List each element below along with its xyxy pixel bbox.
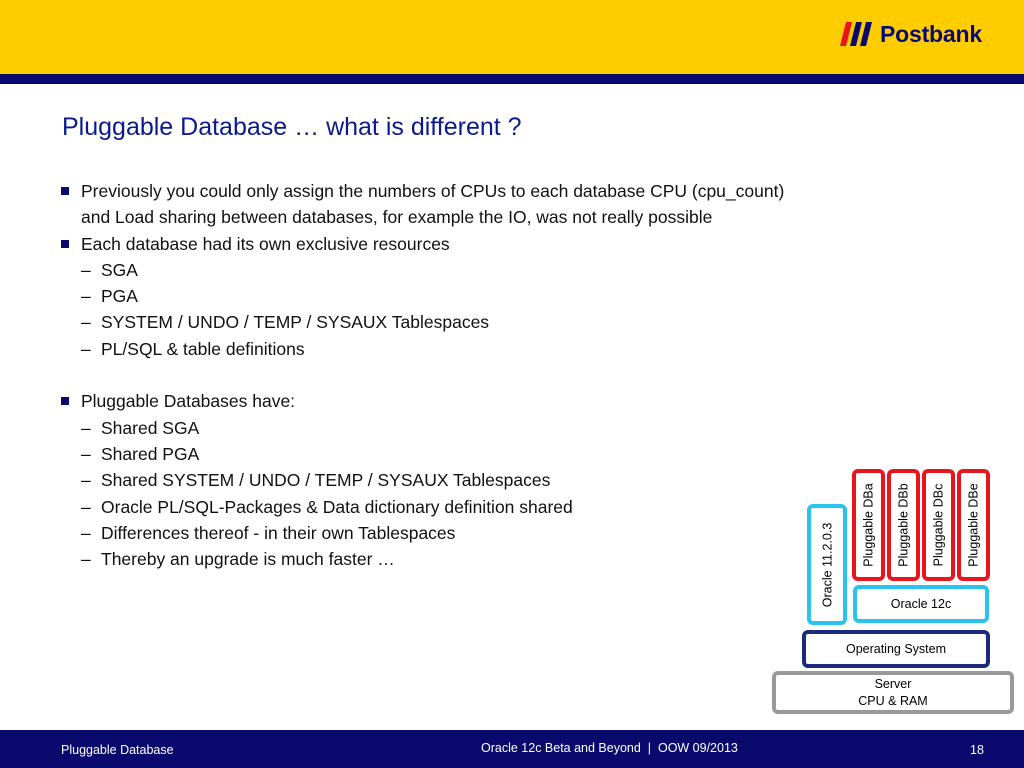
sub-bullet-text: Differences thereof - in their own Tablespaces: [101, 522, 456, 543]
dash-marker: –: [81, 417, 91, 438]
footer-center-text: Oracle 12c Beta and Beyond | OOW 09/2013: [481, 741, 738, 755]
dash-marker: –: [81, 338, 91, 359]
oracle-12c-box: [853, 585, 989, 623]
operating-system-label: Operating System: [845, 642, 947, 656]
bullet-list: [60, 178, 900, 572]
sub-bullet-item: [60, 441, 900, 467]
sub-bullet-text: PL/SQL & table definitions: [101, 338, 305, 359]
server-label: Server: [874, 676, 912, 691]
spacer: [60, 362, 900, 388]
bullet-continuation: [60, 204, 900, 230]
pluggable-dbc-label: Pluggable DBc: [931, 483, 946, 567]
dash-marker: –: [81, 522, 91, 543]
bullet-square-icon: [61, 240, 69, 248]
postbank-logo-icon: [834, 20, 880, 48]
dash-marker: –: [81, 312, 91, 333]
sub-bullet-item: [60, 309, 900, 335]
sub-bullet-item: [60, 283, 900, 309]
oracle-12c-label: Oracle 12c: [890, 597, 952, 611]
pluggable-dbc-box: [922, 469, 955, 581]
sub-bullet-item: [60, 520, 900, 546]
footer-band: [0, 730, 1024, 768]
pluggable-dba-label: Pluggable DBa: [861, 483, 876, 567]
sub-bullet-item: [60, 415, 900, 441]
slide-title: Pluggable Database … what is different ?: [62, 113, 522, 141]
pluggable-dbe-box: [957, 469, 990, 581]
bullet-item: [60, 388, 900, 414]
pluggable-dbb-box: [887, 469, 920, 581]
sub-bullet-text: Shared PGA: [101, 443, 200, 464]
bullet-text: Previously you could only assign the numbers of CPUs to each database CPU (cpu_count): [81, 181, 785, 201]
bullet-text: Pluggable Databases have:: [81, 391, 296, 412]
bullet-text: and Load sharing between databases, for example the IO, was not really possible: [81, 207, 713, 228]
sub-bullet-text: Shared SGA: [101, 417, 200, 438]
sub-bullet-text: Thereby an upgrade is much faster …: [101, 549, 395, 570]
bullet-square-icon: [61, 187, 69, 195]
oracle-11-label: Oracle 11.2.0.3: [820, 522, 835, 607]
sub-bullet-item: [60, 336, 900, 362]
dash-marker: –: [81, 259, 91, 280]
dash-marker: –: [81, 286, 91, 307]
pluggable-dbe-label: Pluggable DBe: [966, 483, 981, 567]
header-rule: [0, 74, 1024, 84]
sub-bullet-text: Shared SYSTEM / UNDO / TEMP / SYSAUX Tablespaces: [101, 470, 551, 491]
dash-marker: –: [81, 470, 91, 491]
cpu-ram-label: CPU & RAM: [858, 693, 928, 708]
dash-marker: –: [81, 496, 91, 517]
pluggable-dba-box: [852, 469, 885, 581]
bullet-item: [60, 178, 900, 204]
bullet-text: Each database had its own exclusive resources: [81, 233, 450, 254]
dash-marker: –: [81, 443, 91, 464]
dash-marker: –: [81, 549, 91, 570]
pluggable-dbb-label: Pluggable DBb: [896, 483, 911, 567]
postbank-logo: [834, 20, 982, 48]
page-number: 18: [970, 743, 984, 757]
sub-bullet-item: [60, 257, 900, 283]
sub-bullet-text: SYSTEM / UNDO / TEMP / SYSAUX Tablespaces: [101, 312, 490, 333]
sub-bullet-item: [60, 546, 900, 572]
sub-bullet-item: [60, 494, 900, 520]
sub-bullet-item: [60, 467, 900, 493]
footer-left-text: Pluggable Database: [61, 743, 174, 757]
sub-bullet-text: PGA: [101, 286, 138, 307]
logo-text: Postbank: [880, 20, 982, 47]
bullet-item: [60, 231, 900, 257]
oracle-11-box: [807, 504, 847, 625]
sub-bullet-text: SGA: [101, 259, 138, 280]
bullet-square-icon: [61, 397, 69, 405]
sub-bullet-text: Oracle PL/SQL-Packages & Data dictionary definition shared: [101, 496, 573, 517]
operating-system-box: [802, 630, 990, 668]
server-box: [772, 671, 1014, 714]
